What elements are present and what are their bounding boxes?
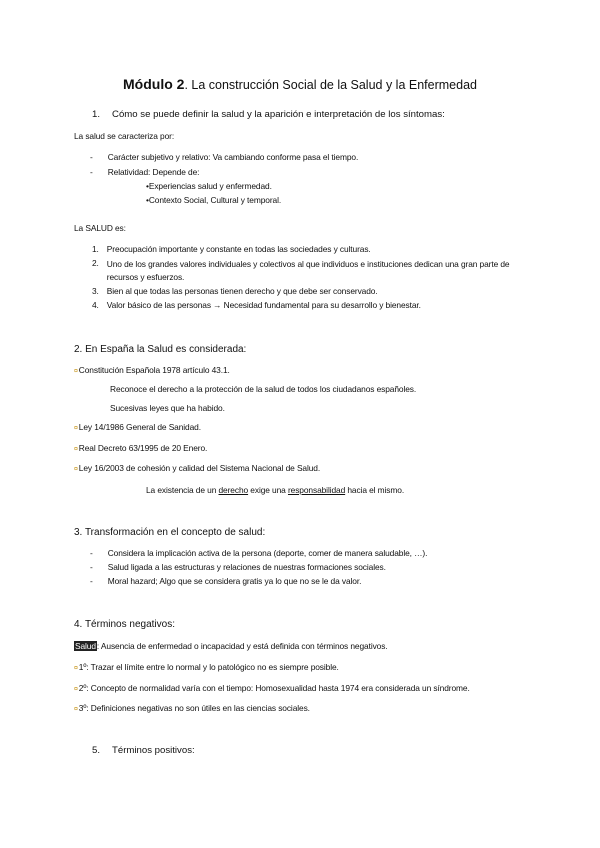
item-text: Salud ligada a las estructuras y relaciones de nuestras formaciones sociales. — [107, 562, 386, 572]
q4-heading: 4. Términos negativos: — [74, 619, 175, 630]
derecho-underlined: derecho — [218, 485, 249, 495]
sub-item: •Experiencias salud y enfermedad. — [146, 181, 272, 191]
bullet-icon: ¤ — [74, 425, 78, 432]
item-text: Carácter subjetivo y relativo: Va cambiando conforme pasa el tiempo. — [107, 152, 359, 162]
text-part: La existencia de un — [146, 485, 219, 495]
item-number: 1. — [92, 244, 99, 254]
item-text: Ley 14/1986 General de Sanidad. — [78, 422, 201, 432]
item-number: 4. — [92, 300, 99, 310]
numbered-item — [92, 286, 378, 296]
bullet-icon: ¤ — [74, 665, 78, 672]
const-line: Reconoce el derecho a la protección de la salud de todos los ciudadanos españoles. — [110, 384, 417, 394]
bullet-item — [74, 683, 470, 693]
title-rest: . La construcción Social de la Salud y la Enfermedad — [184, 78, 477, 92]
numbered-item — [92, 258, 517, 284]
salud-negative-line — [74, 641, 388, 651]
list-item: - Moral hazard; Algo que se considera gratis ya lo que no se le da valor. — [90, 576, 362, 586]
numbered-item — [92, 244, 371, 254]
list-item: - Considera la implicación activa de la persona (deporte, comer de manera saludable, …). — [90, 548, 428, 558]
bullet-item — [74, 662, 339, 672]
item-text: 1º: Trazar el límite entre lo normal y lo patológico no es siempre posible. — [78, 662, 339, 672]
bullet-item — [74, 463, 320, 473]
item-text: Valor básico de las personas → Necesidad fundamental para su desarrollo y bienestar. — [106, 300, 421, 310]
list-item: - Salud ligada a las estructuras y relaciones de nuestras formaciones sociales. — [90, 562, 386, 572]
item-text: Ley 16/2003 de cohesión y calidad del Sistema Nacional de Salud. — [78, 463, 321, 473]
title-bold: Módulo 2 — [123, 76, 185, 92]
bullet-icon: ¤ — [74, 446, 78, 453]
item-text: Moral hazard; Algo que se considera gratis ya lo que no se le da valor. — [107, 576, 362, 586]
salud-highlight: Salud — [75, 641, 96, 651]
list-item — [90, 167, 199, 177]
item-text: 2º: Concepto de normalidad varía con el tiempo: Homosexualidad hasta 1974 era considerada un síndrome. — [78, 683, 470, 693]
page-title — [0, 76, 600, 92]
item-text: Relatividad: Depende de: — [107, 167, 200, 177]
const-line: Sucesivas leyes que ha habido. — [110, 403, 225, 413]
bullet-item — [74, 443, 207, 453]
q2-heading: 2. En España la Salud es considerada: — [74, 344, 247, 355]
numbered-item — [92, 300, 421, 310]
q1-text: Cómo se puede definir la salud y la aparición e interpretación de los síntomas: — [112, 109, 445, 120]
dash-mark: - — [90, 167, 93, 177]
item-text: Constitución Española 1978 artículo 43.1. — [78, 365, 230, 375]
item-text: Bien al que todas las personas tienen derecho y que debe ser conservado. — [106, 286, 378, 296]
text-part: exige una — [248, 485, 288, 495]
q3-heading: 3. Transformación en el concepto de salud: — [74, 527, 266, 538]
bullet-item — [74, 703, 310, 713]
item-text: 3º: Definiciones negativas no son útiles en las ciencias sociales. — [78, 703, 310, 713]
q1-number: 1. — [92, 109, 101, 120]
item-number: 3. — [92, 286, 99, 296]
bullet-icon: ¤ — [74, 368, 78, 375]
q1-heading — [92, 109, 445, 120]
existencia-line — [146, 485, 404, 495]
item-number: 2. — [92, 258, 99, 268]
q5-number: 5. — [92, 745, 101, 756]
text-part: hacia el mismo. — [345, 485, 405, 495]
bullet-icon: ¤ — [74, 686, 78, 693]
bullet-icon: ¤ — [74, 466, 78, 473]
q5-text: Términos positivos: — [112, 745, 195, 756]
bullet-item — [74, 422, 201, 432]
item-text: Real Decreto 63/1995 de 20 Enero. — [78, 443, 208, 453]
item-text: Preocupación importante y constante en todas las sociedades y culturas. — [106, 244, 371, 254]
sub-item: •Contexto Social, Cultural y temporal. — [146, 195, 282, 205]
la-salud-es: La SALUD es: — [74, 223, 126, 233]
responsabilidad-underlined: responsabilidad — [287, 485, 346, 495]
item-text: : Ausencia de enfermedad o incapacidad y está definida con términos negativos. — [96, 641, 388, 651]
dash-mark: - — [90, 152, 93, 162]
bullet-icon: ¤ — [74, 706, 78, 713]
list-item — [90, 152, 358, 162]
item-text: Considera la implicación activa de la persona (deporte, comer de manera saludable, …). — [107, 548, 428, 558]
item-text: Uno de los grandes valores individuales y colectivos al que individuos e instituciones dedican una gran parte de recursos y esfuerzos. — [106, 259, 510, 282]
salud-caracteriza: La salud se caracteriza por: — [74, 131, 175, 141]
q5-heading — [92, 745, 195, 756]
bullet-item — [74, 365, 230, 375]
